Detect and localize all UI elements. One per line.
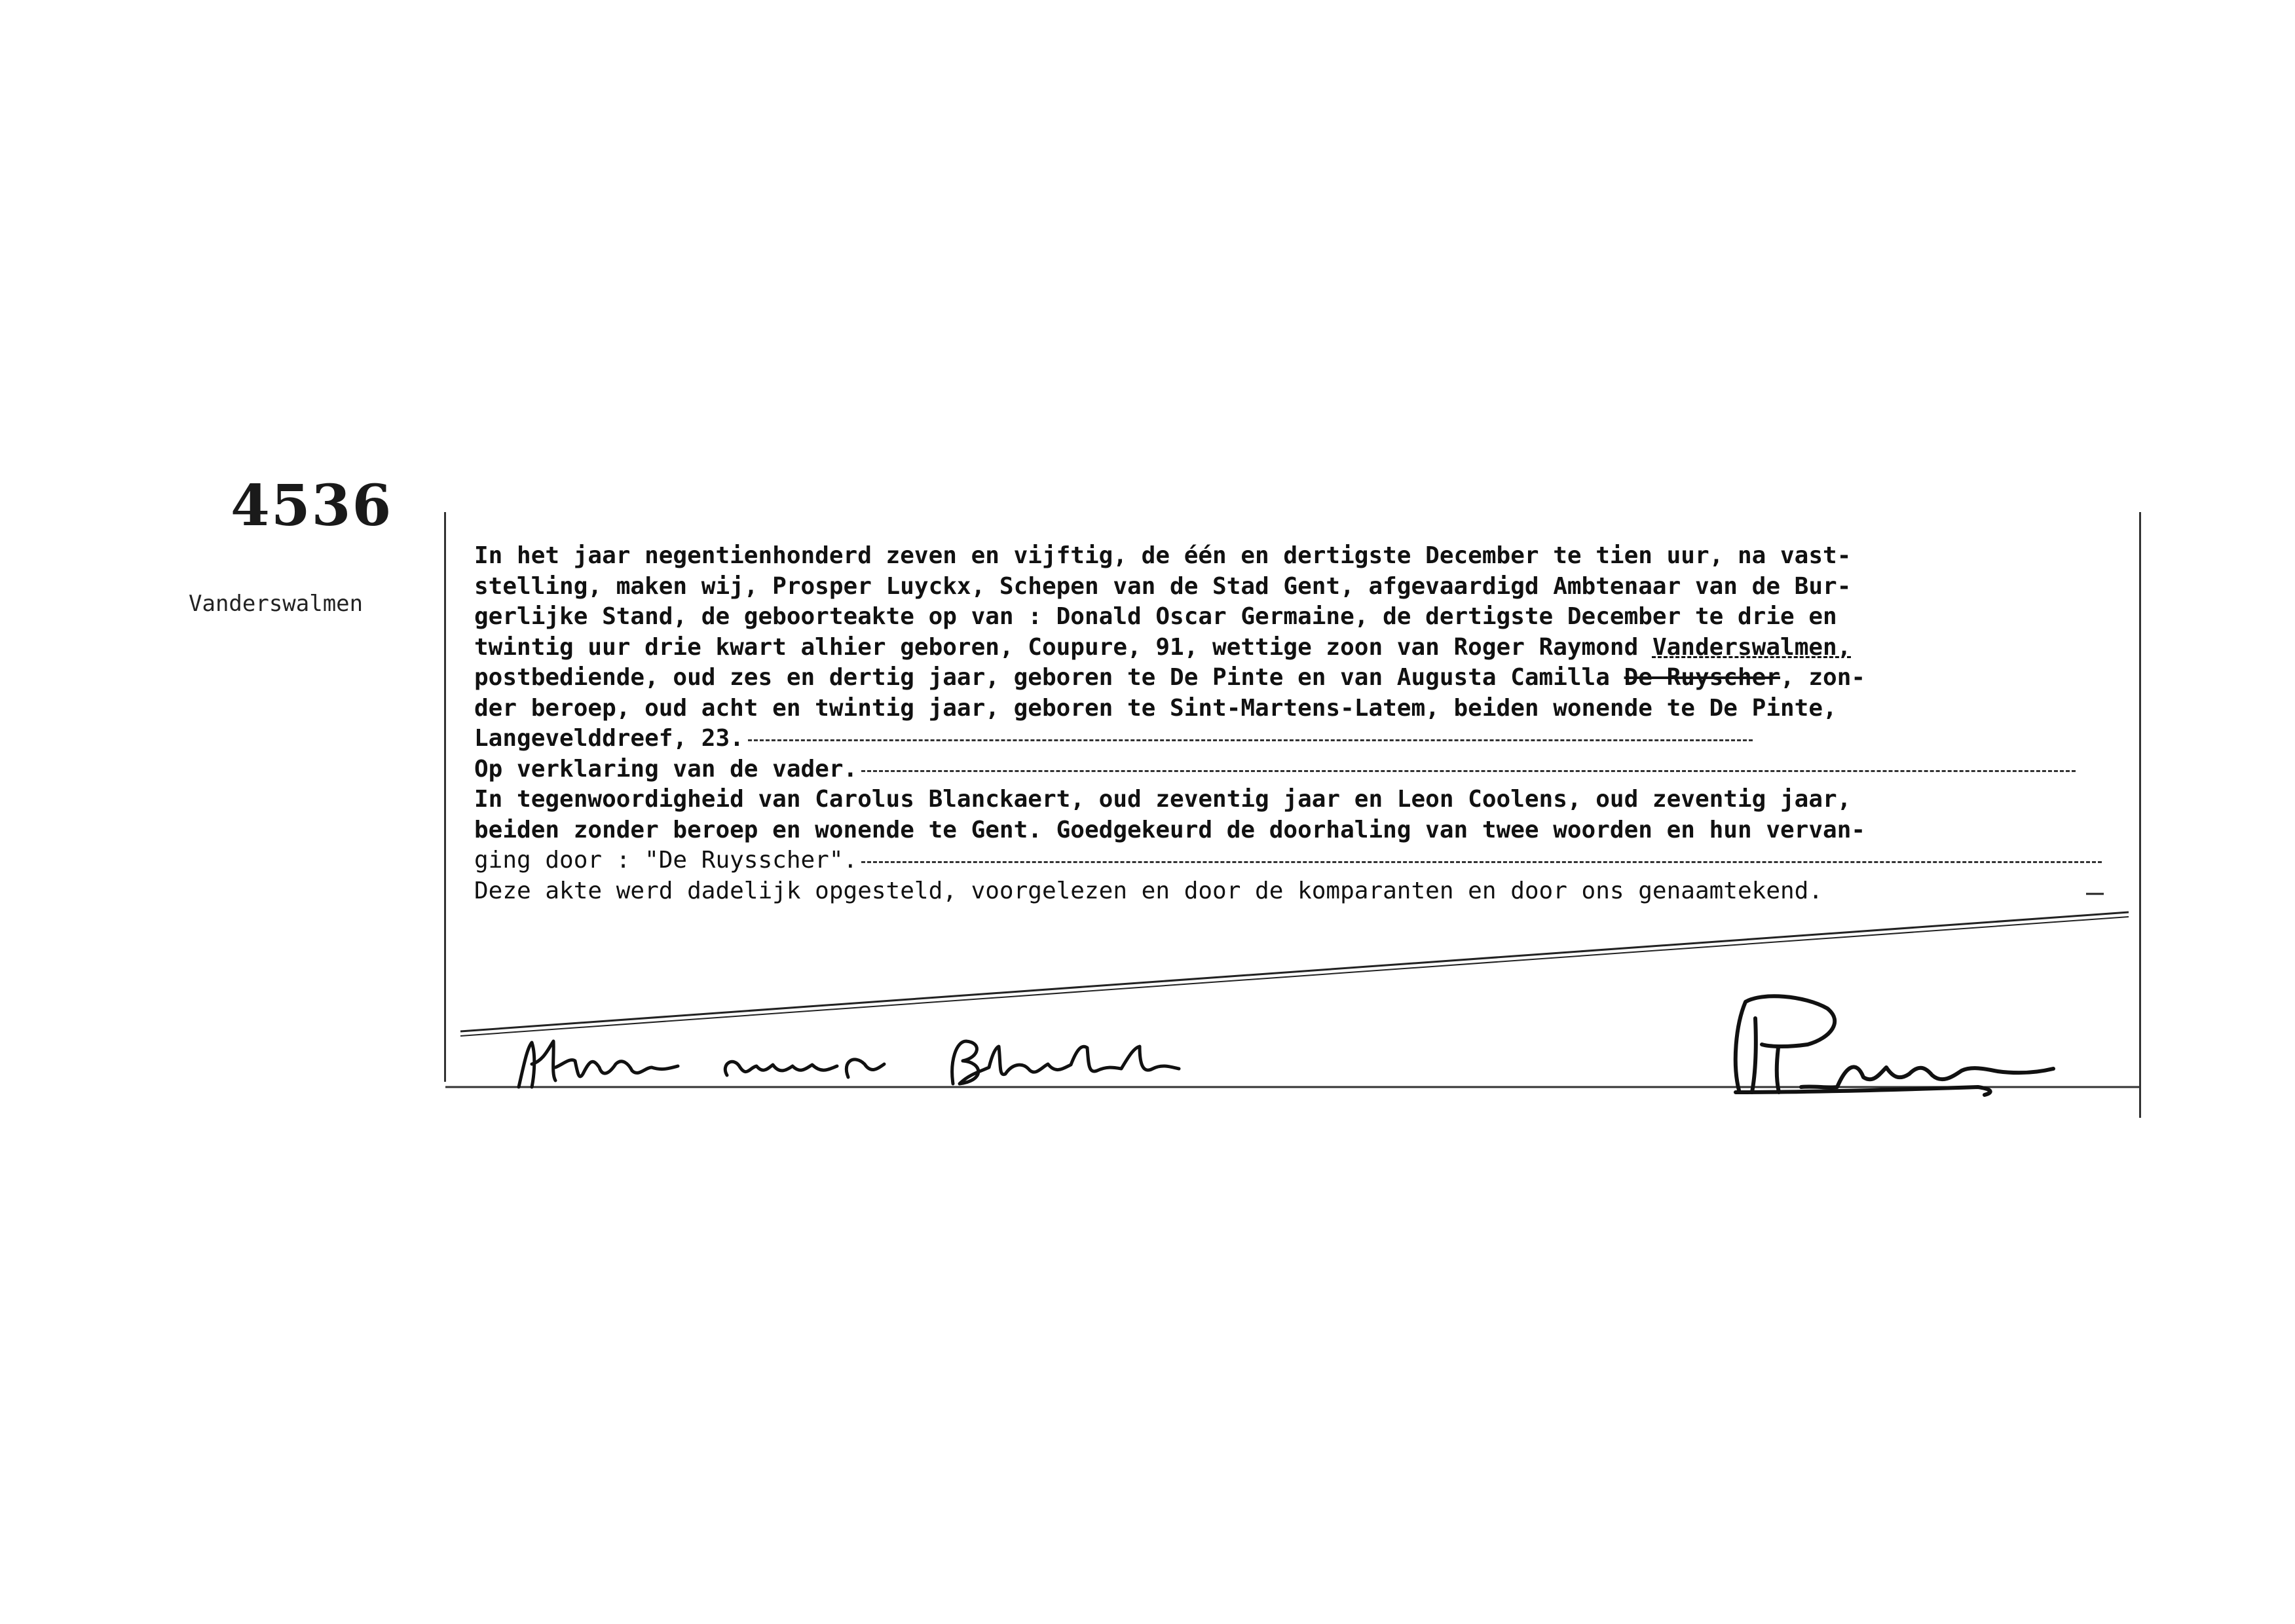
text-line-5-tail: , zon- xyxy=(1780,664,1866,691)
signature-left-image xyxy=(519,1041,1179,1087)
text-line-6: der beroep, oud acht en twintig jaar, geboren te Sint-Martens-Latem, beiden wonende te De Pinte, xyxy=(474,694,1837,722)
closing-diagonal-line-lower xyxy=(460,917,2129,1036)
signature-right-image xyxy=(1736,996,2053,1095)
text-line-5-main: postbediende, oud zes en dertig jaar, geboren te De Pinte en van Augusta Camilla xyxy=(474,664,1610,691)
text-line-2: stelling, maken wij, Prosper Luyckx, Schepen van de Stad Gent, afgevaardigd Ambtenaar van de Bur- xyxy=(474,572,1852,600)
underlined-surname: Vanderswalmen, xyxy=(1652,633,1852,661)
margin-surname: Vanderswalmen xyxy=(189,591,364,617)
text-line-1: In het jaar negentienhonderd zeven en vijftig, de één en dertigste December te tien uur, na vast- xyxy=(474,542,1852,569)
text-line-12: Deze akte werd dadelijk opgesteld, voorgelezen en door de komparanten en door ons genaamtekend. xyxy=(474,877,1823,904)
text-line-3: gerlijke Stand, de geboorteakte op van : Donald Oscar Germaine, de dertigste December te drie en xyxy=(474,603,1837,630)
text-line-4-main: twintig uur drie kwart alhier geboren, Coupure, 91, wettige zoon van Roger Raymond xyxy=(474,633,1639,661)
act-number: 4536 xyxy=(231,473,393,539)
text-line-9: In tegenwoordigheid van Carolus Blanckaert, oud zeventig jaar en Leon Coolens, oud zeventig jaar, xyxy=(474,786,1852,813)
text-line-10: beiden zonder beroep en wonende te Gent. Goedgekeurd de doorhaling van twee woorden en hun vervan- xyxy=(474,816,1866,843)
text-line-11-main: ging door : "De Ruysscher". xyxy=(474,847,858,874)
closing-diagonal-line-upper xyxy=(460,912,2129,1031)
struck-surname: De Ruyscher xyxy=(1624,664,1781,691)
text-line-8-main: Op verklaring van de vader. xyxy=(474,755,858,783)
text-line-7-main: Langevelddreef, 23. xyxy=(474,725,744,752)
